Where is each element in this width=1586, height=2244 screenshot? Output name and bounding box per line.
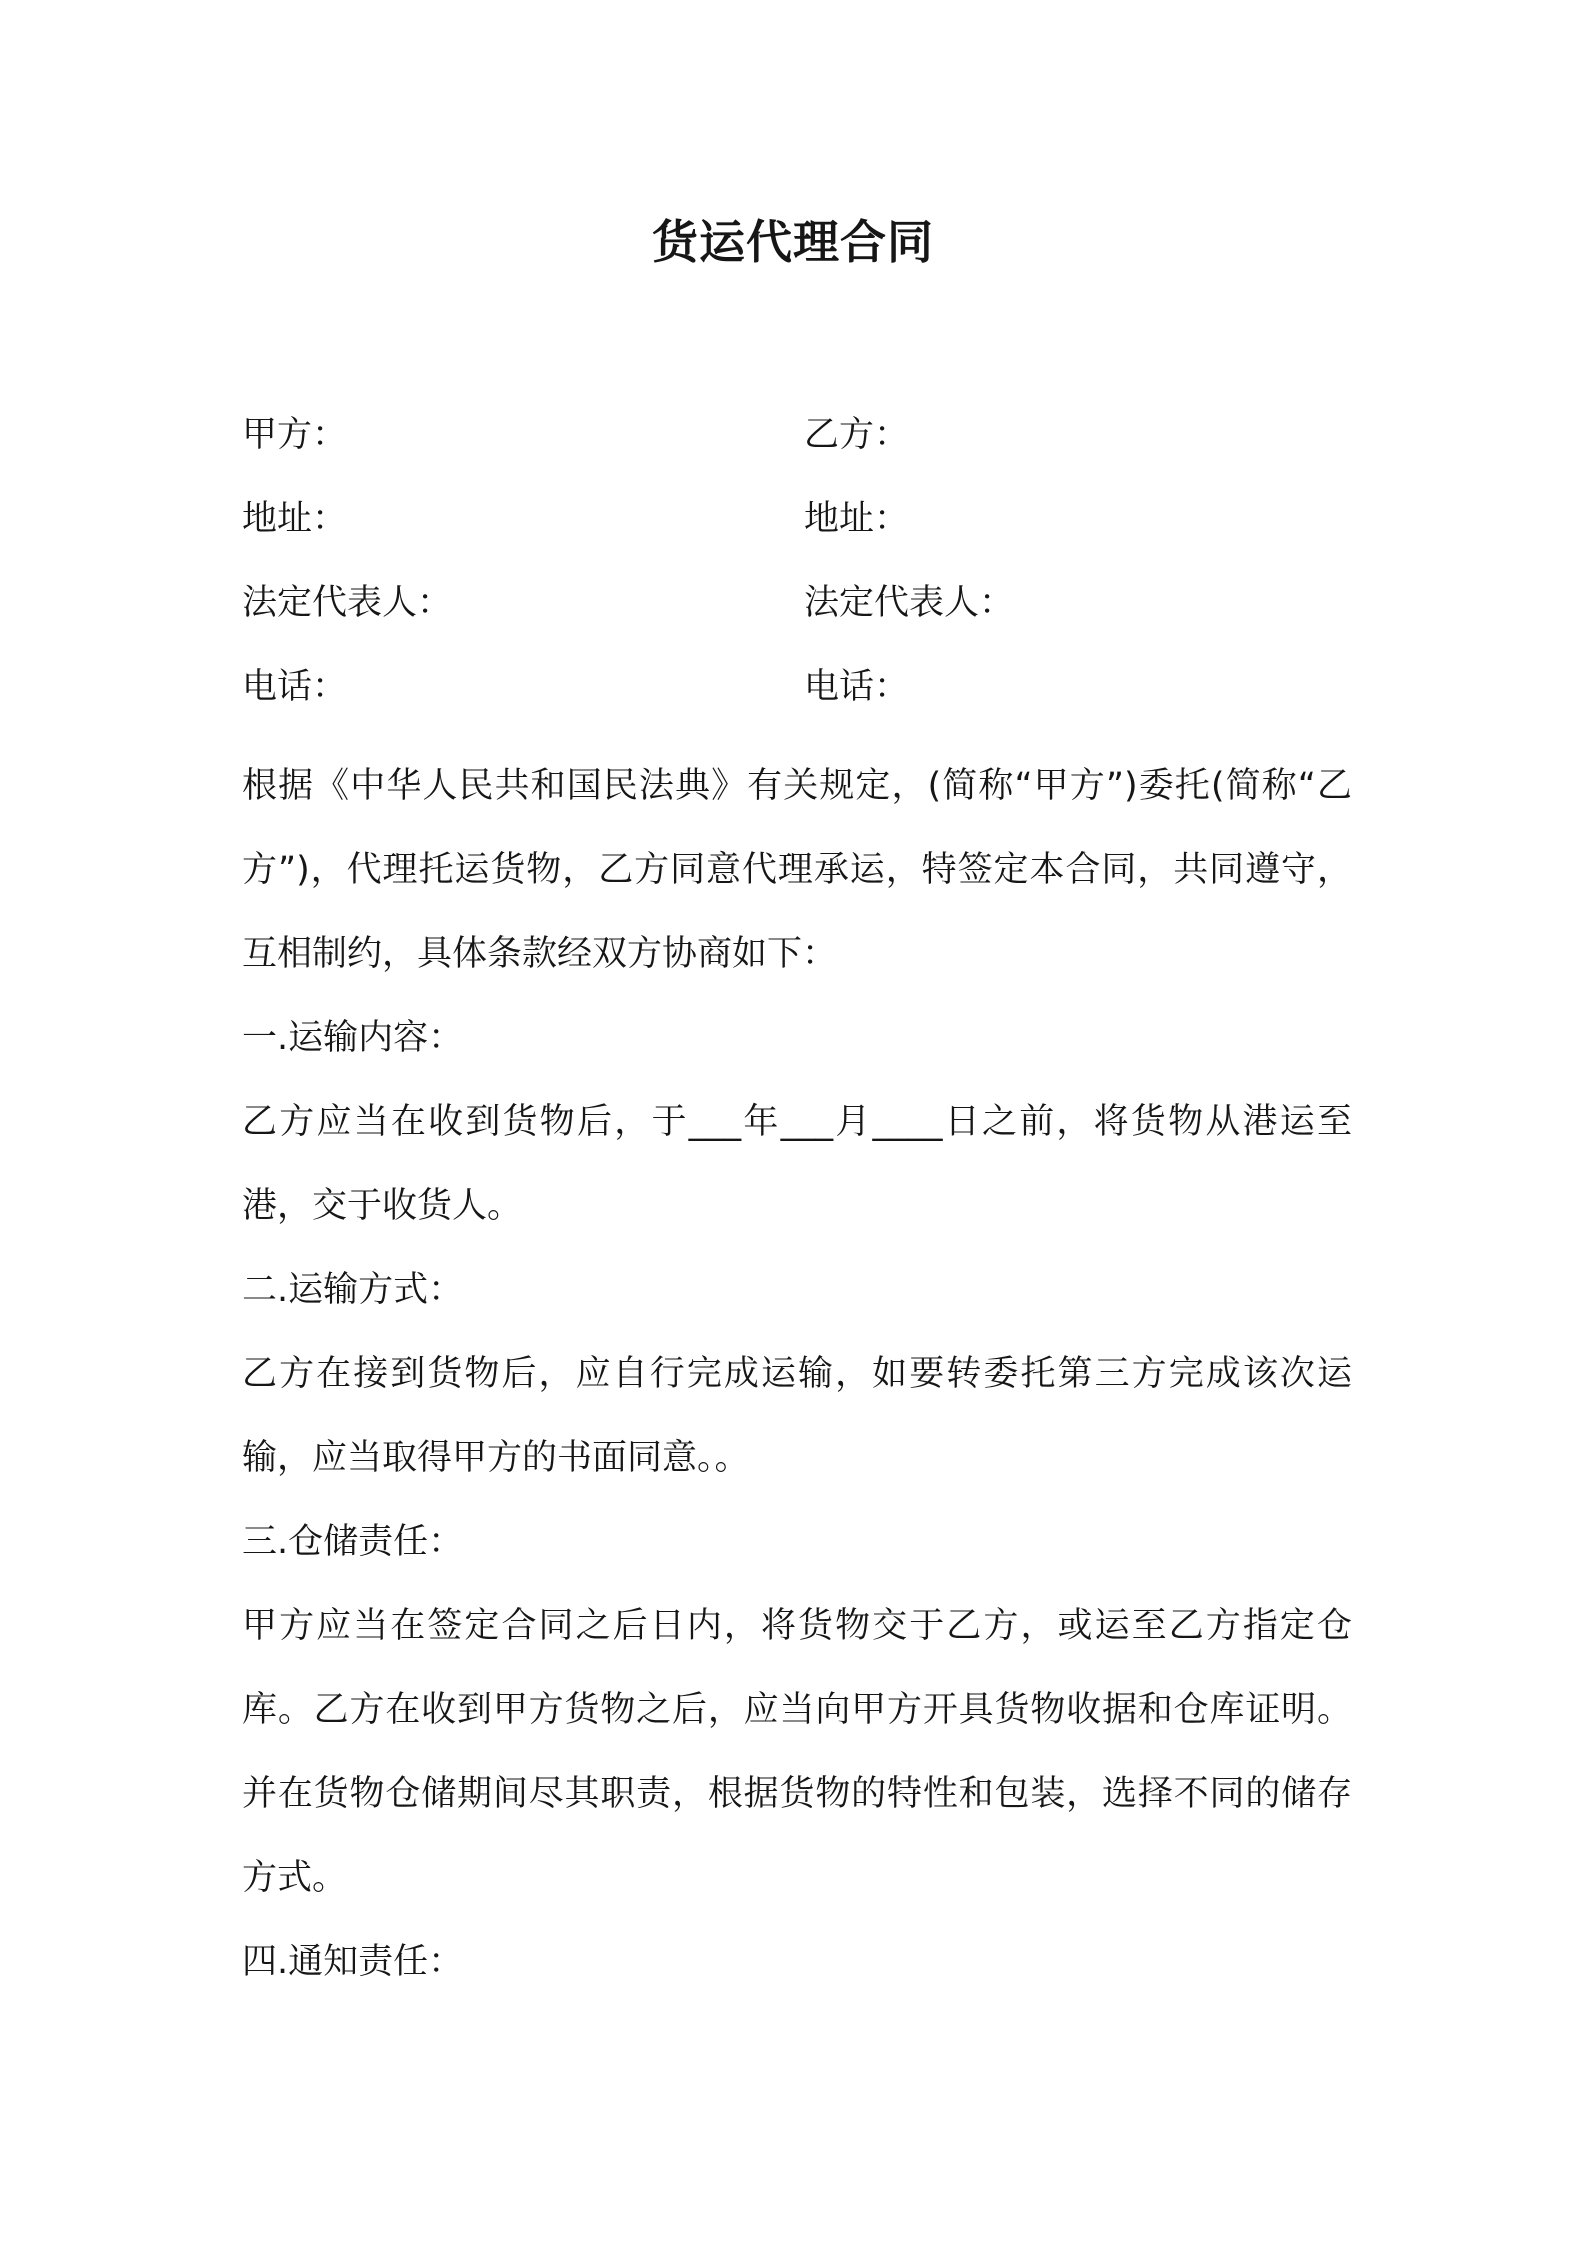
party-a-representative-label: 法定代表人：: [242, 583, 453, 623]
contract-body: [242, 744, 1352, 2004]
section-text-storage-responsibility: 甲方应当在签定合同之后日内，将货物交于乙方，或运至乙方指定仓库。乙方在收到甲方货物之后，应当向甲方开具货物收据和仓库证明。并在货物仓储期间尽其职责，根据货物的特性和包装，选择不同的储存方式。: [242, 1606, 1352, 1898]
representative-row: [242, 578, 1352, 662]
section-heading-transport-method: 二.运输方式：: [242, 1270, 464, 1310]
phone-row: [242, 662, 1352, 746]
section-text-transport-method: 乙方在接到货物后，应自行完成运输，如要转委托第三方完成该次运输，应当取得甲方的书面同意。。: [242, 1354, 1352, 1478]
section-heading-notification-responsibility: 四.通知责任：: [242, 1942, 464, 1982]
party-a-phone-label: 电话：: [242, 667, 348, 707]
document-title: 货运代理合同: [652, 215, 934, 269]
party-b-phone-label: 电话：: [804, 667, 910, 707]
address-row: [242, 494, 1352, 578]
party-b-label: 乙方：: [804, 415, 910, 455]
party-b-representative-label: 法定代表人：: [804, 583, 1015, 623]
intro-paragraph: 根据《中华人民共和国民法典》有关规定，(简称“甲方”)委托(简称“乙方”)，代理托运货物，乙方同意代理承运，特签定本合同，共同遵守，互相制约，具体条款经双方协商如下：: [242, 766, 1352, 974]
section-heading-storage-responsibility: 三.仓储责任：: [242, 1522, 464, 1562]
section-text-transport-content: 乙方应当在收到货物后，于___年___月____日之前，将货物从港运至港，交于收货人。: [242, 1102, 1352, 1226]
party-info: [242, 410, 1352, 746]
section-heading-transport-content: 一.运输内容：: [242, 1018, 464, 1058]
party-b-address-label: 地址：: [804, 499, 910, 539]
party-row: [242, 410, 1352, 494]
party-a-address-label: 地址：: [242, 499, 348, 539]
party-a-label: 甲方：: [242, 415, 348, 455]
